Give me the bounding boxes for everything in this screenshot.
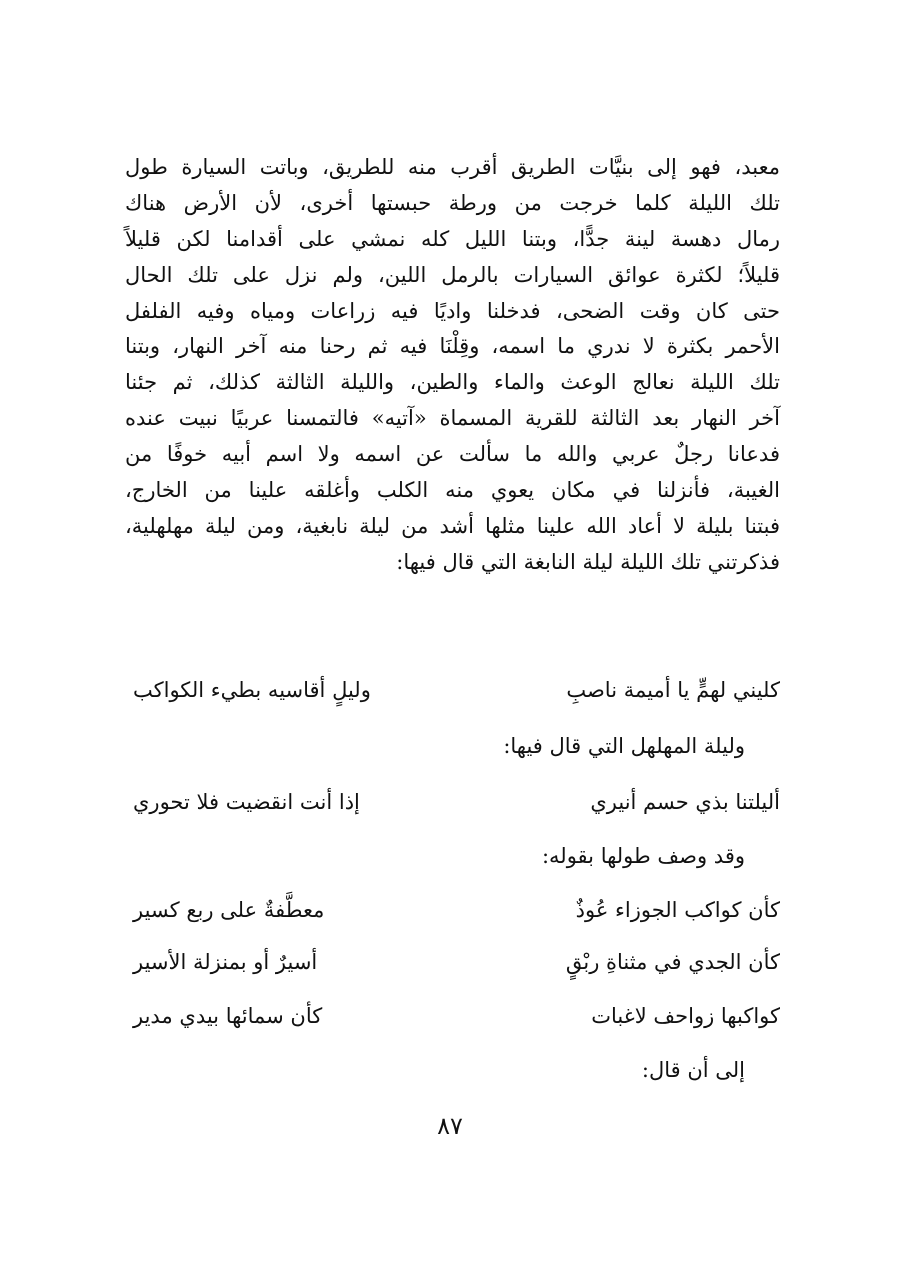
prose-line: فدعانا رجلٌ عربي والله ما سألت عن اسمه ولا اسم أبيه خوفًا من xyxy=(125,442,780,467)
verse-first-hemistich: كأن الجدي في مثناةِ ربْقٍ xyxy=(565,950,780,974)
prose-line: تلك الليلة كلما خرجت من ورطة حبستها أخرى، لأن الأرض هناك xyxy=(125,190,780,215)
prose-line: رمال دهسة لينة جدًّا، وبتنا الليل كله نمشي على أقدامنا لكن قليلاً xyxy=(125,226,780,251)
prose-line: الأحمر بكثرة لا ندري ما اسمه، وقِلْنَا فيه ثم رحنا منه آخر النهار، وبتنا xyxy=(125,334,780,359)
intro-until: إلى أن قال: xyxy=(641,1058,745,1082)
page-number: ٨٧ xyxy=(437,1112,463,1140)
verse-first-hemistich: كواكبها زواحف لاغبات xyxy=(591,1004,780,1028)
prose-line: فذكرتني تلك الليلة ليلة النابغة التي قال فيها: xyxy=(396,549,780,574)
verse-first-hemistich: كليني لهمٍّ يا أميمة ناصبِ xyxy=(566,678,780,702)
verse-second-hemistich: كأن سمائها بيدي مدير xyxy=(133,1004,323,1028)
prose-paragraph xyxy=(125,150,780,581)
verse-second-hemistich: إذا أنت انقضيت فلا تحوري xyxy=(133,790,360,814)
verse-muhalhil xyxy=(125,782,780,822)
prose-line: آخر النهار بعد الثالثة للقرية المسماة «آتيه» فالتمسنا عربيًا نبيت عنده xyxy=(125,406,780,431)
prose-line: قليلاً؛ لكثرة عوائق السيارات بالرمل اللين، ولم نزل على تلك الحال xyxy=(125,262,780,287)
prose-line: الغيبة، فأنزلنا في مكان يعوي منه الكلب وأغلقه علينا من الخارج، xyxy=(125,478,780,503)
prose-line: فبتنا بليلة لا أعاد الله علينا مثلها أشد من ليلة نابغية، ومن ليلة مهلهلية، xyxy=(125,513,780,538)
verse-second-hemistich: أسيرٌ أو بمنزلة الأسير xyxy=(133,950,318,974)
intro-muhalhil: وليلة المهلهل التي قال فيها: xyxy=(503,734,745,758)
verse-first-hemistich: كأن كواكب الجوزاء عُوذٌ xyxy=(575,898,780,922)
prose-line: تلك الليلة نعالج الوعث والماء والطين، والليلة الثالثة كذلك، ثم جئنا xyxy=(125,370,780,395)
verse-jawza xyxy=(125,890,780,930)
verse-jady xyxy=(125,942,780,982)
prose-line: حتى كان وقت الضحى، فدخلنا واديًا فيه زراعات ومياه وفيه الفلفل xyxy=(125,298,780,323)
verse-first-hemistich: أليلتنا بذي حسم أنيري xyxy=(590,790,780,814)
verse-kawakib xyxy=(125,996,780,1036)
verse-nabigha xyxy=(125,670,780,710)
verse-second-hemistich: معطَّفةٌ على ربع كسير xyxy=(133,898,325,922)
intro-description: وقد وصف طولها بقوله: xyxy=(541,844,745,868)
verse-second-hemistich: وليلٍ أقاسيه بطيء الكواكب xyxy=(133,678,371,702)
prose-line: معبد، فهو إلى بنيَّات الطريق أقرب منه للطريق، وباتت السيارة طول xyxy=(125,155,780,179)
